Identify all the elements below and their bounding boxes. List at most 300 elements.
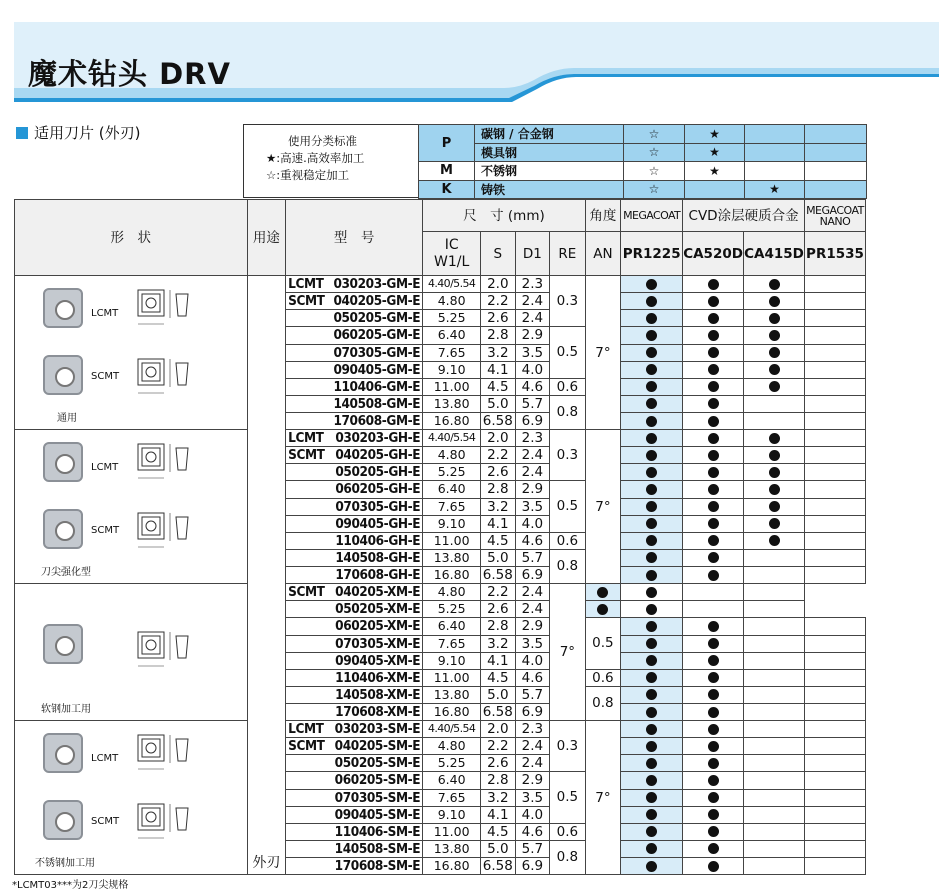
grade-availability-cell: [621, 618, 683, 636]
mark-cell: ☆: [624, 143, 685, 162]
s-cell: 4.1: [481, 806, 516, 823]
model-cell: [286, 293, 423, 310]
mark-cell: [745, 162, 805, 181]
available-dot-icon: [646, 296, 657, 307]
grade-availability-cell: [585, 601, 621, 618]
grade-availability-cell: [744, 618, 805, 636]
model-cell: [286, 669, 423, 686]
available-dot-icon: [646, 450, 657, 461]
grade-availability-cell: [683, 567, 744, 584]
re-cell: 0.8: [585, 686, 621, 721]
model-cell: [286, 327, 423, 345]
available-dot-icon: [708, 792, 719, 803]
available-dot-icon: [646, 552, 657, 563]
legend-row: [419, 143, 867, 162]
s-cell: 4.1: [481, 361, 516, 378]
an-cell: 7°: [585, 721, 621, 875]
grade-availability-cell: [621, 584, 683, 601]
ic-cell: 6.40: [423, 618, 481, 636]
grade-availability-cell: [804, 567, 865, 584]
grade-availability-cell: [621, 378, 683, 395]
model-code: 070305-SM-E: [334, 789, 421, 806]
grade-availability-cell: [683, 840, 744, 858]
available-dot-icon: [646, 398, 657, 409]
available-dot-icon: [708, 279, 719, 290]
group-caption: 通用: [57, 413, 77, 424]
mark-cell: ★: [745, 180, 805, 199]
available-dot-icon: [769, 279, 780, 290]
model-code: 040205-GH-E: [335, 447, 421, 463]
grade-availability-cell: [621, 464, 683, 481]
ic-cell: 5.25: [423, 755, 481, 772]
available-dot-icon: [646, 843, 657, 854]
model-cell: [286, 481, 423, 499]
dims-header: 尺 寸 (mm): [423, 200, 585, 232]
d1-header: D1: [515, 232, 550, 276]
grade-header: CA520D: [683, 232, 744, 276]
ic-cell: 13.80: [423, 686, 481, 704]
model-prefix: SCMT: [288, 293, 325, 309]
page-title: 魔术钻头 DRV: [28, 57, 231, 91]
available-dot-icon: [708, 330, 719, 341]
mark-cell: ★: [685, 125, 745, 144]
available-dot-icon: [646, 689, 657, 700]
group-caption: 软钢加工用: [41, 704, 91, 715]
model-prefix: LCMT: [288, 721, 324, 737]
model-cell: [286, 378, 423, 395]
grade-availability-cell: [621, 755, 683, 772]
model-code: 070305-GH-E: [335, 498, 421, 515]
available-dot-icon: [708, 501, 719, 512]
shape-cell: [15, 584, 248, 721]
model-prefix: SCMT: [288, 584, 325, 600]
re-cell: 0.3: [550, 430, 586, 481]
grade-availability-cell: [621, 840, 683, 858]
available-dot-icon: [708, 484, 719, 495]
d1-cell: 4.0: [515, 515, 550, 532]
model-cell: [286, 840, 423, 858]
grade-availability-cell: [683, 310, 744, 327]
model-code: 140508-GH-E: [335, 549, 421, 566]
grade-availability-cell: [621, 635, 683, 652]
ic-cell: 5.25: [423, 310, 481, 327]
s-cell: 2.0: [481, 430, 516, 447]
available-dot-icon: [769, 450, 780, 461]
grade-availability-cell: [621, 293, 683, 310]
grade-availability-cell: [804, 618, 865, 636]
grade-availability-cell: [621, 567, 683, 584]
s-cell: 3.2: [481, 789, 516, 806]
available-dot-icon: [646, 809, 657, 820]
model-code: 110406-GH-E: [335, 532, 421, 549]
shape-label: LCMT: [91, 462, 119, 473]
grade-availability-cell: [804, 669, 865, 686]
available-dot-icon: [646, 638, 657, 649]
model-code: 060205-SM-E: [334, 772, 421, 789]
model-cell: [286, 567, 423, 584]
available-dot-icon: [708, 552, 719, 563]
legend-row: [419, 180, 867, 199]
available-dot-icon: [708, 638, 719, 649]
s-cell: 6.58: [481, 704, 516, 721]
d1-cell: 6.9: [515, 704, 550, 721]
available-dot-icon: [708, 707, 719, 718]
d1-cell: 3.5: [515, 498, 550, 515]
available-dot-icon: [708, 450, 719, 461]
grade-availability-cell: [804, 481, 865, 499]
grade-availability-cell: [621, 481, 683, 499]
d1-cell: 4.6: [515, 532, 550, 549]
available-dot-icon: [646, 313, 657, 324]
grade-availability-cell: [621, 498, 683, 515]
model-cell: [286, 738, 423, 755]
available-dot-icon: [708, 416, 719, 427]
model-code: 030203-GM-E: [333, 276, 421, 292]
grade-availability-cell: [585, 584, 621, 601]
available-dot-icon: [646, 535, 657, 546]
insert-drawing-icon: [130, 434, 200, 494]
group-caption: 刀尖强化型: [41, 567, 91, 578]
available-dot-icon: [646, 570, 657, 581]
insert-photo-icon: [43, 288, 83, 328]
grade-availability-cell: [744, 755, 805, 772]
shape-cell: [15, 430, 248, 584]
grade-availability-cell: [804, 293, 865, 310]
model-code: 050205-XM-E: [335, 601, 421, 617]
model-code: 170608-GH-E: [335, 567, 421, 583]
grade-availability-cell: [621, 549, 683, 567]
class-cell: K: [419, 180, 475, 199]
insert-drawing-icon: [130, 622, 200, 682]
model-prefix: LCMT: [288, 430, 324, 446]
legend-line: 使用分类标准: [288, 134, 357, 148]
grade-availability-cell: [804, 635, 865, 652]
ic-cell: 11.00: [423, 669, 481, 686]
available-dot-icon: [708, 758, 719, 769]
available-dot-icon: [646, 279, 657, 290]
ic-cell: 5.25: [423, 601, 481, 618]
s-cell: 2.8: [481, 772, 516, 790]
grade-availability-cell: [621, 601, 683, 618]
grade-availability-cell: [744, 327, 805, 345]
group-caption: 不锈钢加工用: [35, 858, 95, 869]
model-code: 070305-XM-E: [335, 635, 421, 652]
available-dot-icon: [708, 861, 719, 872]
model-code: 060205-XM-E: [335, 618, 421, 635]
model-code: 040205-XM-E: [335, 584, 421, 600]
shape-label: LCMT: [91, 308, 119, 319]
insert-photo-icon: [43, 509, 83, 549]
shape-cell: [15, 276, 248, 430]
grade-availability-cell: [744, 532, 805, 549]
insert-table: [14, 199, 866, 875]
grade-availability-cell: [804, 652, 865, 669]
s-cell: 2.6: [481, 310, 516, 327]
grade-availability-cell: [621, 532, 683, 549]
grade-availability-cell: [683, 686, 744, 704]
grade-availability-cell: [804, 447, 865, 464]
model-code: 110406-XM-E: [335, 669, 421, 686]
grade-availability-cell: [744, 447, 805, 464]
model-cell: [286, 618, 423, 636]
model-cell: [286, 652, 423, 669]
available-dot-icon: [646, 775, 657, 786]
ic-cell: 6.40: [423, 327, 481, 345]
d1-cell: 2.4: [515, 310, 550, 327]
section-marker-icon: [16, 127, 28, 139]
re-cell: 0.6: [585, 669, 621, 686]
available-dot-icon: [769, 347, 780, 358]
ic-cell: 16.80: [423, 413, 481, 430]
grade-availability-cell: [683, 601, 744, 618]
ic-cell: 7.65: [423, 635, 481, 652]
model-code: 110406-GM-E: [333, 378, 421, 395]
grade-availability-cell: [683, 464, 744, 481]
model-cell: [286, 686, 423, 704]
an-cell: 7°: [585, 276, 621, 430]
legend-table: [418, 124, 867, 199]
insert-drawing-icon: [130, 503, 200, 563]
grade-availability-cell: [683, 481, 744, 499]
grade-availability-cell: [683, 378, 744, 395]
model-code: 090405-GM-E: [333, 361, 421, 378]
insert-photo-icon: [43, 355, 83, 395]
available-dot-icon: [646, 347, 657, 358]
ic-cell: 11.00: [423, 378, 481, 395]
ic-cell: 6.40: [423, 772, 481, 790]
model-prefix: SCMT: [288, 447, 325, 463]
d1-cell: 2.4: [515, 738, 550, 755]
available-dot-icon: [708, 347, 719, 358]
an-cell: 7°: [550, 584, 586, 721]
available-dot-icon: [646, 330, 657, 341]
grade-availability-cell: [744, 549, 805, 567]
mark-cell: ☆: [624, 180, 685, 199]
an-header: AN: [585, 232, 621, 276]
grade-availability-cell: [804, 395, 865, 413]
d1-cell: 5.7: [515, 395, 550, 413]
ic-cell: 16.80: [423, 858, 481, 875]
grade-header: PR1225: [621, 232, 683, 276]
grade-availability-cell: [621, 327, 683, 345]
grade-availability-cell: [621, 721, 683, 738]
ic-cell: 9.10: [423, 361, 481, 378]
mark-cell: [805, 180, 867, 199]
grade-availability-cell: [683, 498, 744, 515]
material-cell: 不锈钢: [475, 162, 624, 181]
insert-photo-icon: [43, 733, 83, 773]
d1-cell: 4.6: [515, 378, 550, 395]
available-dot-icon: [708, 518, 719, 529]
grade-availability-cell: [804, 327, 865, 345]
megacoat-nano-header: MEGACOAT NANO: [804, 200, 865, 232]
model-code: 140508-GM-E: [333, 395, 421, 412]
grade-availability-cell: [683, 276, 744, 293]
s-cell: 4.1: [481, 652, 516, 669]
grade-availability-cell: [804, 498, 865, 515]
s-cell: 5.0: [481, 840, 516, 858]
model-code: 140508-XM-E: [335, 686, 421, 703]
grade-availability-cell: [621, 806, 683, 823]
shape-header: 形 状: [15, 200, 248, 276]
mark-cell: ☆: [624, 162, 685, 181]
model-cell: [286, 447, 423, 464]
grade-availability-cell: [683, 721, 744, 738]
grade-availability-cell: [744, 704, 805, 721]
model-code: 030203-SM-E: [334, 721, 421, 737]
grade-availability-cell: [621, 447, 683, 464]
insert-photo-icon: [43, 800, 83, 840]
available-dot-icon: [708, 655, 719, 666]
re-cell: 0.3: [550, 276, 586, 327]
available-dot-icon: [646, 604, 657, 615]
available-dot-icon: [708, 296, 719, 307]
available-dot-icon: [708, 724, 719, 735]
model-code: 050205-GM-E: [333, 310, 421, 326]
d1-cell: 4.0: [515, 806, 550, 823]
ic-cell: 16.80: [423, 704, 481, 721]
s-cell: 3.2: [481, 635, 516, 652]
model-prefix: LCMT: [288, 276, 324, 292]
available-dot-icon: [769, 535, 780, 546]
available-dot-icon: [646, 364, 657, 375]
grade-availability-cell: [744, 430, 805, 447]
grade-availability-cell: [621, 430, 683, 447]
model-cell: [286, 498, 423, 515]
grade-availability-cell: [804, 858, 865, 875]
grade-availability-cell: [621, 858, 683, 875]
available-dot-icon: [708, 741, 719, 752]
w1l-label: W1/L: [434, 253, 470, 270]
grade-availability-cell: [804, 464, 865, 481]
grade-availability-cell: [683, 669, 744, 686]
model-code: 090405-GH-E: [335, 515, 421, 532]
available-dot-icon: [708, 467, 719, 478]
re-cell: 0.6: [550, 823, 586, 840]
section-title-text: 适用刀片 (外刃): [34, 124, 141, 142]
grade-availability-cell: [683, 361, 744, 378]
s-cell: 6.58: [481, 413, 516, 430]
use-cell: 外刃: [247, 276, 286, 875]
ic-cell: 9.10: [423, 806, 481, 823]
d1-cell: 6.9: [515, 567, 550, 584]
grade-availability-cell: [804, 361, 865, 378]
s-cell: 2.8: [481, 327, 516, 345]
available-dot-icon: [769, 296, 780, 307]
insert-drawing-icon: [130, 280, 200, 340]
d1-cell: 3.5: [515, 635, 550, 652]
grade-availability-cell: [683, 395, 744, 413]
ic-header: [423, 232, 481, 276]
grade-availability-cell: [804, 515, 865, 532]
model-cell: [286, 549, 423, 567]
d1-cell: 4.0: [515, 652, 550, 669]
grade-availability-cell: [804, 772, 865, 790]
model-cell: [286, 515, 423, 532]
available-dot-icon: [597, 604, 608, 615]
mark-cell: [745, 143, 805, 162]
cvd-header: CVD涂层硬质合金: [683, 200, 805, 232]
class-cell: P: [419, 125, 475, 162]
s-cell: 4.5: [481, 669, 516, 686]
s-cell: 2.2: [481, 738, 516, 755]
ic-cell: 11.00: [423, 823, 481, 840]
available-dot-icon: [708, 398, 719, 409]
model-cell: [286, 464, 423, 481]
grade-availability-cell: [744, 413, 805, 430]
s-cell: 4.5: [481, 378, 516, 395]
grade-availability-cell: [621, 276, 683, 293]
grade-availability-cell: [744, 652, 805, 669]
grade-availability-cell: [804, 738, 865, 755]
available-dot-icon: [708, 843, 719, 854]
grade-availability-cell: [804, 721, 865, 738]
grade-availability-cell: [804, 413, 865, 430]
s-cell: 2.2: [481, 293, 516, 310]
ic-cell: 13.80: [423, 840, 481, 858]
d1-cell: 6.9: [515, 858, 550, 875]
d1-cell: 2.4: [515, 755, 550, 772]
available-dot-icon: [646, 587, 657, 598]
available-dot-icon: [646, 707, 657, 718]
shape-label: LCMT: [91, 753, 119, 764]
re-cell: 0.6: [550, 378, 586, 395]
grade-availability-cell: [804, 823, 865, 840]
model-code: 090405-SM-E: [334, 806, 421, 823]
model-cell: [286, 789, 423, 806]
model-code: 050205-SM-E: [334, 755, 421, 771]
available-dot-icon: [646, 758, 657, 769]
shape-label: SCMT: [91, 524, 120, 536]
legend-line: ★:高速.高效率加工: [266, 151, 365, 165]
grade-availability-cell: [683, 652, 744, 669]
mark-cell: [805, 143, 867, 162]
re-cell: 0.5: [550, 772, 586, 824]
available-dot-icon: [708, 621, 719, 632]
grade-availability-cell: [744, 823, 805, 840]
grade-availability-cell: [744, 584, 805, 601]
grade-availability-cell: [744, 567, 805, 584]
s-cell: 2.6: [481, 755, 516, 772]
available-dot-icon: [646, 621, 657, 632]
available-dot-icon: [646, 381, 657, 392]
available-dot-icon: [708, 775, 719, 786]
grade-availability-cell: [683, 447, 744, 464]
section-title: [16, 122, 140, 143]
shape-label: SCMT: [91, 370, 120, 382]
grade-availability-cell: [744, 378, 805, 395]
d1-cell: 2.4: [515, 293, 550, 310]
available-dot-icon: [769, 433, 780, 444]
available-dot-icon: [646, 433, 657, 444]
grade-availability-cell: [744, 601, 805, 618]
available-dot-icon: [769, 364, 780, 375]
grade-header: PR1535: [804, 232, 865, 276]
available-dot-icon: [708, 826, 719, 837]
grade-availability-cell: [621, 686, 683, 704]
s-cell: 6.58: [481, 567, 516, 584]
s-cell: 2.2: [481, 447, 516, 464]
ic-cell: 4.80: [423, 738, 481, 755]
grade-header: CA415D: [744, 232, 805, 276]
mark-cell: ☆: [624, 125, 685, 144]
insert-photo-icon: [43, 624, 83, 664]
model-code: 090405-XM-E: [335, 652, 421, 669]
grade-availability-cell: [744, 669, 805, 686]
available-dot-icon: [646, 518, 657, 529]
re-cell: 0.5: [550, 481, 586, 533]
grade-availability-cell: [744, 395, 805, 413]
